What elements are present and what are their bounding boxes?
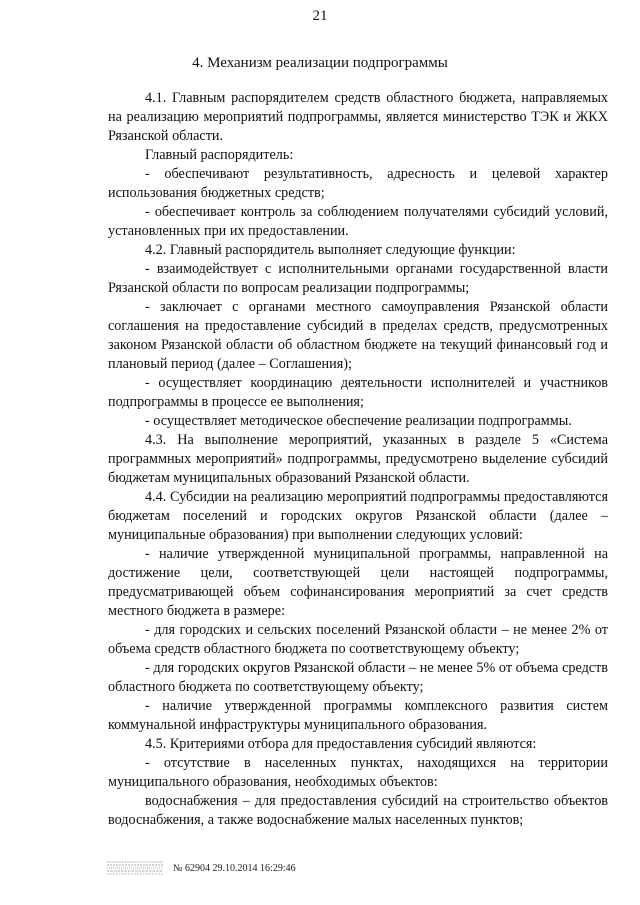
paragraph: - заключает с органами местного самоуправления Рязанской области соглашения на предоставление субсидий в пределах средств, предусмотренных законом Рязанской области об областном бюджете на текущий финансовый год и плановый период (далее – Соглашения);: [108, 299, 608, 372]
paragraph: - осуществляет методическое обеспечение реализации подпрограммы.: [145, 413, 572, 429]
paragraph: - обеспечивает контроль за соблюдением получателями субсидий условий, установленных при их предоставлении.: [108, 204, 608, 239]
paragraph: - осуществляет координацию деятельности исполнителей и участников подпрограммы в процессе ее выполнения;: [108, 375, 608, 410]
paragraph: 4.1. Главным распорядителем средств областного бюджета, направляемых на реализацию мероприятий подпрограммы, является министерство ТЭК и ЖКХ Рязанской области.: [108, 90, 608, 144]
paragraph: - наличие утвержденной муниципальной программы, направленной на достижение цели, соответствующей цели настоящей подпрограммы, предусматривающей объем софинансирования мероприятий за счет средств местного бюджета в размере:: [108, 546, 608, 619]
body-text: [108, 89, 608, 830]
section-title: 4. Механизм реализации подпрограммы: [192, 55, 448, 71]
document-info: № 62904 29.10.2014 16:29:46: [173, 862, 296, 874]
paragraph: водоснабжения – для предоставления субсидий на строительство объектов водоснабжения, а также водоснабжение малых населенных пунктов;: [108, 793, 608, 828]
paragraph: 4.4. Субсидии на реализацию мероприятий подпрограммы предоставляются бюджетам поселений и городских округов Рязанской области (далее – муниципальные образования) при выполнении следующих условий:: [108, 489, 608, 543]
page-number: 21: [312, 8, 328, 24]
paragraph: 4.2. Главный распорядитель выполняет следующие функции:: [145, 242, 516, 258]
paragraph: Главный распорядитель:: [145, 147, 294, 163]
paragraph: 4.3. На выполнение мероприятий, указанных в разделе 5 «Система программных мероприятий» подпрограммы, предусмотрено выделение субсидий бюджетам муниципальных образований Рязанской области.: [108, 432, 608, 486]
paragraph: - для городских округов Рязанской области – не менее 5% от объема средств областного бюджета по соответствующему объекту;: [108, 660, 608, 695]
paragraph: - взаимодействует с исполнительными органами государственной власти Рязанской области по вопросам реализации подпрограммы;: [108, 261, 608, 296]
registration-stamp-icon: [105, 859, 165, 877]
paragraph: - отсутствие в населенных пунктах, находящихся на территории муниципального образования, необходимых объектов:: [108, 755, 608, 790]
paragraph: 4.5. Критериями отбора для предоставления субсидий являются:: [145, 736, 537, 752]
paragraph: - обеспечивают результативность, адресность и целевой характер использования бюджетных средств;: [108, 166, 608, 201]
paragraph: - наличие утвержденной программы комплексного развития систем коммунальной инфраструктуры муниципального образования.: [108, 698, 608, 733]
paragraph: - для городских и сельских поселений Рязанской области – не менее 2% от объема средств областного бюджета по соответствующему объекту;: [108, 622, 608, 657]
document-footer: [105, 858, 296, 878]
